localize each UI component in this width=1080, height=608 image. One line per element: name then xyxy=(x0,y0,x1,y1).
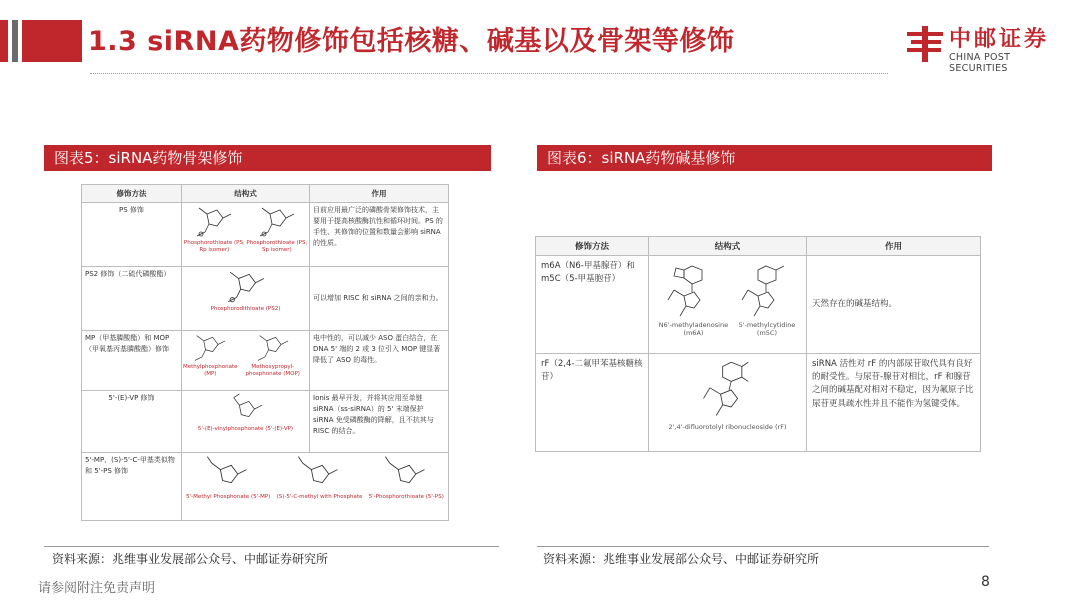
logo-text-en: CHINA POST SECURITIES xyxy=(949,52,1011,74)
structure-cell xyxy=(182,391,310,453)
china-post-logo-icon xyxy=(905,24,945,64)
column-header: 结构式 xyxy=(182,185,310,203)
method-cell: PS2 修饰（二硫代磷酸酯） xyxy=(82,267,182,331)
chemical-structure-icon xyxy=(381,454,431,494)
structure-caption: Phosphorothioate (PS, Sp isomer) xyxy=(246,240,308,253)
column-header: 修饰方法 xyxy=(536,237,649,256)
title-accent-block xyxy=(22,20,82,62)
table-row xyxy=(82,267,449,331)
chemical-structure-icon xyxy=(294,454,344,494)
column-header: 结构式 xyxy=(649,237,807,256)
structure-cell xyxy=(182,331,310,391)
chemical-structure-icon xyxy=(203,454,253,494)
structure-cell xyxy=(649,354,807,452)
table-row xyxy=(82,391,449,453)
table-row xyxy=(82,203,449,267)
page-number: 8 xyxy=(981,574,990,590)
structure-caption: (S)-5'-C-methyl with Phosphate xyxy=(276,494,363,500)
structure-caption: Methoxypropyl-phosphonate (MOP) xyxy=(245,364,300,377)
structure-caption: N6'-methyladenosine (m6A) xyxy=(658,321,729,337)
method-cell: PS 修饰 xyxy=(82,203,182,267)
table-row xyxy=(82,331,449,391)
page-title: 1.3 siRNA药物修饰包括核糖、碱基以及骨架等修饰 xyxy=(88,26,735,57)
left-source-divider xyxy=(44,546,499,547)
table-header-row xyxy=(82,185,449,203)
method-cell: rF（2,4-二氟甲苯基核糖核苷） xyxy=(536,354,649,452)
structure-caption: Phosphorothioate (PS, Rp isomer) xyxy=(183,240,245,253)
chemical-structure-icon xyxy=(254,204,300,240)
structure-caption: 5'-(E)-vinylphosphonate (5'-(E)-VP) xyxy=(197,426,294,432)
structure-caption: 5'-methylcytidine (m5C) xyxy=(738,321,796,337)
structure-cell xyxy=(182,203,310,267)
chemical-structure-icon xyxy=(251,332,295,364)
logo-text-cn: 中邮证券 xyxy=(949,27,1050,52)
company-logo xyxy=(905,22,1065,74)
effect-cell: Ionis 最早开发，并将其应用至单链 siRNA（ss-siRNA）的 5' 末端保护 siRNA 免受磷酸酶的降解，且不抗其与 RISC 的结合。 xyxy=(310,391,449,453)
method-cell: MP（甲基膦酸酯）和 MOP（甲氧基丙基膦酸酯）修饰 xyxy=(82,331,182,391)
column-header: 作用 xyxy=(310,185,449,203)
chemical-structure-icon xyxy=(221,268,271,306)
structure-caption: 5'-Methyl Phosphonate (5'-MP) xyxy=(186,494,271,500)
backbone-modification-table xyxy=(81,184,449,521)
structure-caption: 5'-Phosphorothioate (5'-PS) xyxy=(368,494,444,500)
table-row xyxy=(82,453,449,521)
structure-cell xyxy=(182,267,310,331)
right-source-divider xyxy=(537,546,989,547)
structure-caption: Phosphorodithioate (PS2) xyxy=(210,306,281,312)
chemical-structure-icon xyxy=(695,358,761,424)
table-row xyxy=(536,354,981,452)
table-header-row xyxy=(536,237,981,256)
effect-cell: 电中性的，可以减少 ASO 蛋白结合，在 DNA 5' 端的 2 或 3 位引入 MOP 键显著降低了 ASO 的毒性。 xyxy=(310,331,449,391)
effect-cell: 天然存在的碱基结构。 xyxy=(807,256,981,354)
effect-cell: siRNA 活性对 rF 的内部尿苷取代具有良好的耐受性。与尿苷-腺苷对相比，rF 和腺苷之间的碱基配对相对不稳定，因为氟原子比尿苷更具疏水性并且不能作为氢键受体。 xyxy=(807,354,981,452)
column-header: 修饰方法 xyxy=(82,185,182,203)
effect-cell: 目前应用最广泛的磷酸骨架修饰技术，主要用于提高核酸酶抗性和循环时间。PS 的手性、其修饰的位置和数量会影响 siRNA 的性质。 xyxy=(310,203,449,267)
disclaimer-text: 请参阅附注免责声明 xyxy=(38,581,156,596)
left-panel-heading: 图表5：siRNA药物骨架修饰 xyxy=(44,145,491,171)
chemical-structure-icon xyxy=(224,392,268,426)
title-accent-bar xyxy=(0,20,8,62)
right-panel-heading: 图表6：siRNA药物碱基修饰 xyxy=(537,145,992,171)
title-accent-bar-gray xyxy=(12,20,18,62)
effect-cell: 可以增加 RISC 和 siRNA 之间的亲和力。 xyxy=(310,267,449,331)
structure-caption: Methylphosphonate (MP) xyxy=(183,364,238,377)
column-header: 作用 xyxy=(807,237,981,256)
base-modification-table xyxy=(535,236,981,452)
chemical-structure-icon xyxy=(191,204,237,240)
right-source-note: 资料来源：兆维事业发展部公众号、中邮证券研究所 xyxy=(543,552,820,566)
method-cell: m6A（N6-甲基腺苷）和 m5C（5-甲基胞苷） xyxy=(536,256,649,354)
left-source-note: 资料来源：兆维事业发展部公众号、中邮证券研究所 xyxy=(52,552,329,566)
chemical-structure-icon xyxy=(188,332,232,364)
method-cell: 5'-MP、(S)-5'-C-甲基类似物和 5'-PS 修饰 xyxy=(82,453,182,521)
structure-caption: 2',4'-difluorotolyl ribonucleoside (rF) xyxy=(668,423,787,431)
chemical-structure-icon xyxy=(736,260,798,322)
method-cell: 5'-(E)-VP 修饰 xyxy=(82,391,182,453)
table-row xyxy=(536,256,981,354)
chemical-structure-icon xyxy=(662,260,724,322)
title-divider xyxy=(90,73,888,74)
structure-cell xyxy=(182,453,449,521)
structure-cell xyxy=(649,256,807,354)
